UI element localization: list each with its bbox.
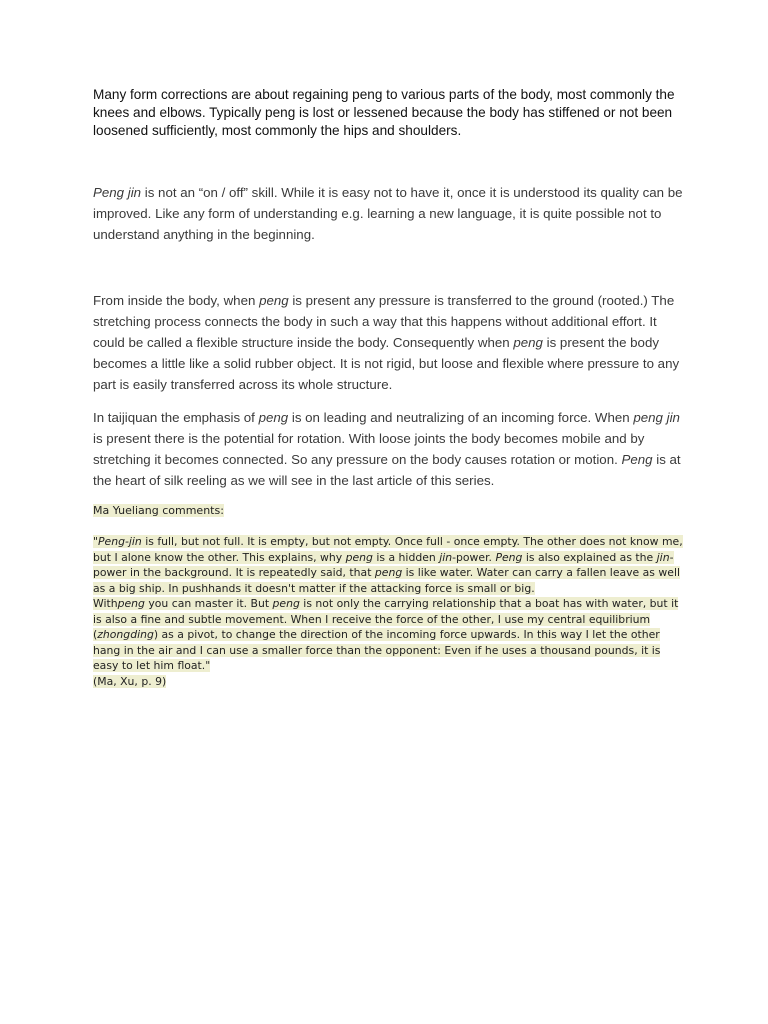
peng-jin-skill-paragraph (93, 182, 683, 245)
quote-text: is also explained as the (522, 550, 657, 564)
para3-text-2: is on leading and neutralizing of an incoming force. When (288, 410, 634, 425)
term-peng: peng (272, 597, 300, 610)
term-peng: peng (258, 410, 289, 425)
term-peng: Peng (495, 550, 523, 564)
term-zhongding: zhongding (97, 628, 154, 641)
intro-paragraph (93, 86, 683, 140)
para2-text-3: is present the body becomes a little like a solid rubber object. It is not rigid, but loose and flexible where pressure to any part is easily transferred across its whole structure. (93, 335, 680, 392)
term-peng: peng (117, 597, 145, 610)
quote-label-text: Ma Yueliang comments: (93, 504, 224, 517)
para3-text-4: is at the heart of silk reeling as we will see in the last article of this series. (93, 452, 681, 488)
quote-text: is like water. Water can carry a fallen leave as well as a big ship. In pushhands it doesn't matter if the attacking force is small or big. (93, 566, 680, 595)
taijiquan-paragraph (93, 407, 683, 491)
quote-mark: " (93, 535, 98, 548)
term-peng: peng (374, 566, 403, 579)
term-peng: Peng (621, 452, 653, 467)
term-peng: peng (345, 550, 373, 564)
term-jin: jin (656, 550, 670, 564)
quote-text: is not only the carrying relationship that a boat has with water, but it is also a fine and subtle movement. When I receive the force of the other, I use my central equilibrium ( (93, 597, 679, 641)
quote-text: is a hidden (372, 550, 440, 564)
inside-body-paragraph (93, 290, 683, 395)
quote-text: -power. (452, 550, 496, 564)
term-jin: jin (439, 550, 453, 564)
para1-text: is not an “on / off” skill. While it is easy not to have it, once it is understood its quality can be improved. Like any form of understanding e.g. learning a new language, it is quite possible not to understand anything in the beginning. (93, 185, 683, 242)
quote-label (93, 503, 683, 519)
para2-text-1: From inside the body, when (93, 293, 260, 308)
para3-text-3: is present there is the potential for rotation. With loose joints the body becomes mobile and by stretching it becomes connected. So any pressure on the body causes rotation or motion. (93, 431, 645, 467)
term-peng: peng (513, 335, 543, 350)
quote-body-cont (93, 597, 678, 672)
quote-citation: (Ma, Xu, p. 9) (93, 674, 167, 688)
term-peng: peng (259, 293, 289, 308)
quote-text: With (93, 597, 118, 610)
quote-text: you can master it. But (144, 597, 273, 610)
term-peng-jin: peng jin (633, 410, 680, 425)
quote-text: is full, but not full. It is empty, but not empty. Once full - once empty. The other does not know me, but I alone know the other. This explains, why (93, 535, 683, 564)
para3-text-1: In taijiquan the emphasis of (93, 410, 259, 425)
para2-text-2: is present any pressure is transferred to the ground (rooted.) The stretching process connects the body in such a way that this happens without additional effort. It could be called a flexible structure inside the body. Consequently when (93, 293, 675, 350)
intro-text: Many form corrections are about regaining peng to various parts of the body, most commonly the knees and elbows. Typically peng is lost or lessened because the body has stiffened or not been loosened sufficiently, most commonly the hips and shoulders. (93, 87, 675, 138)
quote-text: -power in the background. It is repeatedly said, that (93, 550, 674, 579)
term-peng-jin: Peng jin (93, 185, 142, 200)
quote-text: ) as a pivot, to change the direction of the incoming force upwards. In this way I let the other hang in the air and I can use a smaller force than the opponent: Even if he uses a thousand pounds, it is easy to let him float." (93, 628, 661, 672)
ma-yueliang-quote (93, 534, 683, 689)
quote-body (93, 535, 683, 595)
term-peng-jin: Peng-jin (98, 535, 142, 548)
